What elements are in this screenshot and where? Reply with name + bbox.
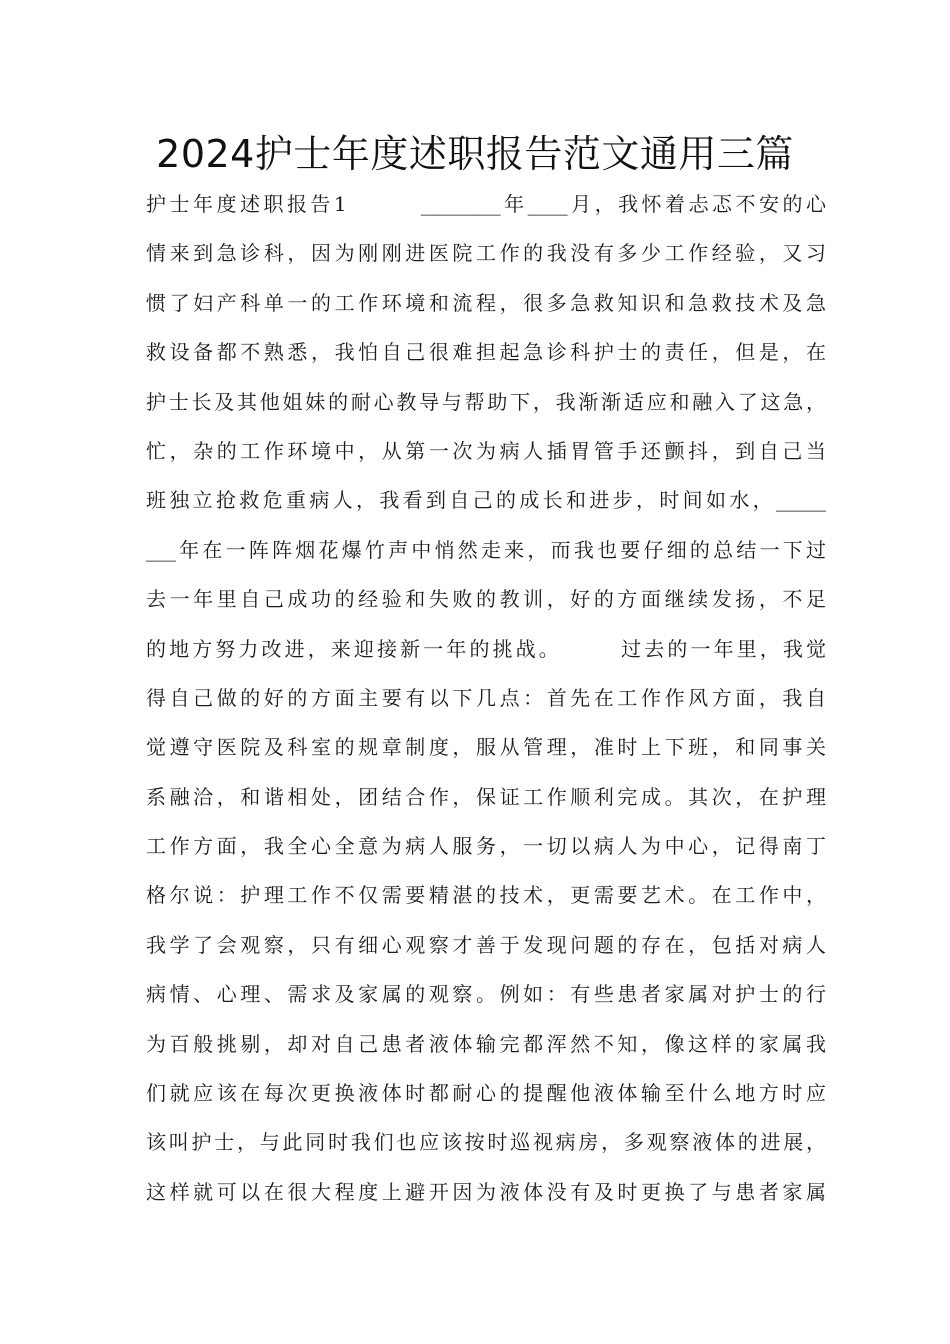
body-line: 去一年里自己成功的经验和失败的教训，好的方面继续发扬，不足 [146, 587, 826, 612]
body-line: 我学了会观察，只有细心观察才善于发现问题的存在，包括对病人 [146, 932, 826, 957]
document-title: 2024护士年度述职报告范文通用三篇 [156, 132, 794, 176]
body-line: 班独立抢救危重病人，我看到自己的成长和进步，时间如水，_____ [146, 488, 826, 513]
body-line: 救设备都不熟悉，我怕自己很难担起急诊科护士的责任，但是，在 [146, 340, 826, 365]
body-line: 觉遵守医院及科室的规章制度，服从管理，准时上下班，和同事关 [146, 735, 826, 760]
body-line: 病情、心理、需求及家属的观察。例如：有些患者家属对护士的行 [146, 982, 826, 1007]
body-line: 们就应该在每次更换液体时都耐心的提醒他液体输至什么地方时应 [146, 1081, 826, 1106]
body-line: 情来到急诊科，因为刚刚进医院工作的我没有多少工作经验，又习 [146, 241, 826, 266]
body-line: 护士年度述职报告1 ________年____月，我怀着忐忑不安的心 [146, 192, 826, 216]
body-line: 这样就可以在很大程度上避开因为液体没有及时更换了与患者家属 [146, 1179, 826, 1204]
body-line: 系融洽，和谐相处，团结合作，保证工作顺利完成。其次，在护理 [146, 784, 826, 809]
body-line: 该叫护士，与此同时我们也应该按时巡视病房，多观察液体的进展， [146, 1130, 826, 1155]
body-line: 工作方面，我全心全意为病人服务，一切以病人为中心，记得南丁 [146, 834, 826, 859]
body-line: 为百般挑剔，却对自己患者液体输完都浑然不知，像这样的家属我 [146, 1031, 826, 1056]
body-line: 惯了妇产科单一的工作环境和流程，很多急救知识和急救技术及急 [146, 290, 826, 315]
body-line: ___年在一阵阵烟花爆竹声中悄然走来，而我也要仔细的总结一下过 [146, 537, 826, 562]
body-line: 格尔说：护理工作不仅需要精湛的技术，更需要艺术。在工作中， [146, 883, 826, 908]
document-body [146, 180, 826, 1217]
body-line: 忙，杂的工作环境中，从第一次为病人插胃管手还颤抖，到自己当 [146, 438, 826, 463]
body-line: 护士长及其他姐妹的耐心教导与帮助下，我渐渐适应和融入了这急， [146, 389, 826, 414]
body-line: 得自己做的好的方面主要有以下几点：首先在工作作风方面，我自 [146, 685, 826, 710]
body-line: 的地方努力改进，来迎接新一年的挑战。 过去的一年里，我觉 [146, 636, 826, 661]
